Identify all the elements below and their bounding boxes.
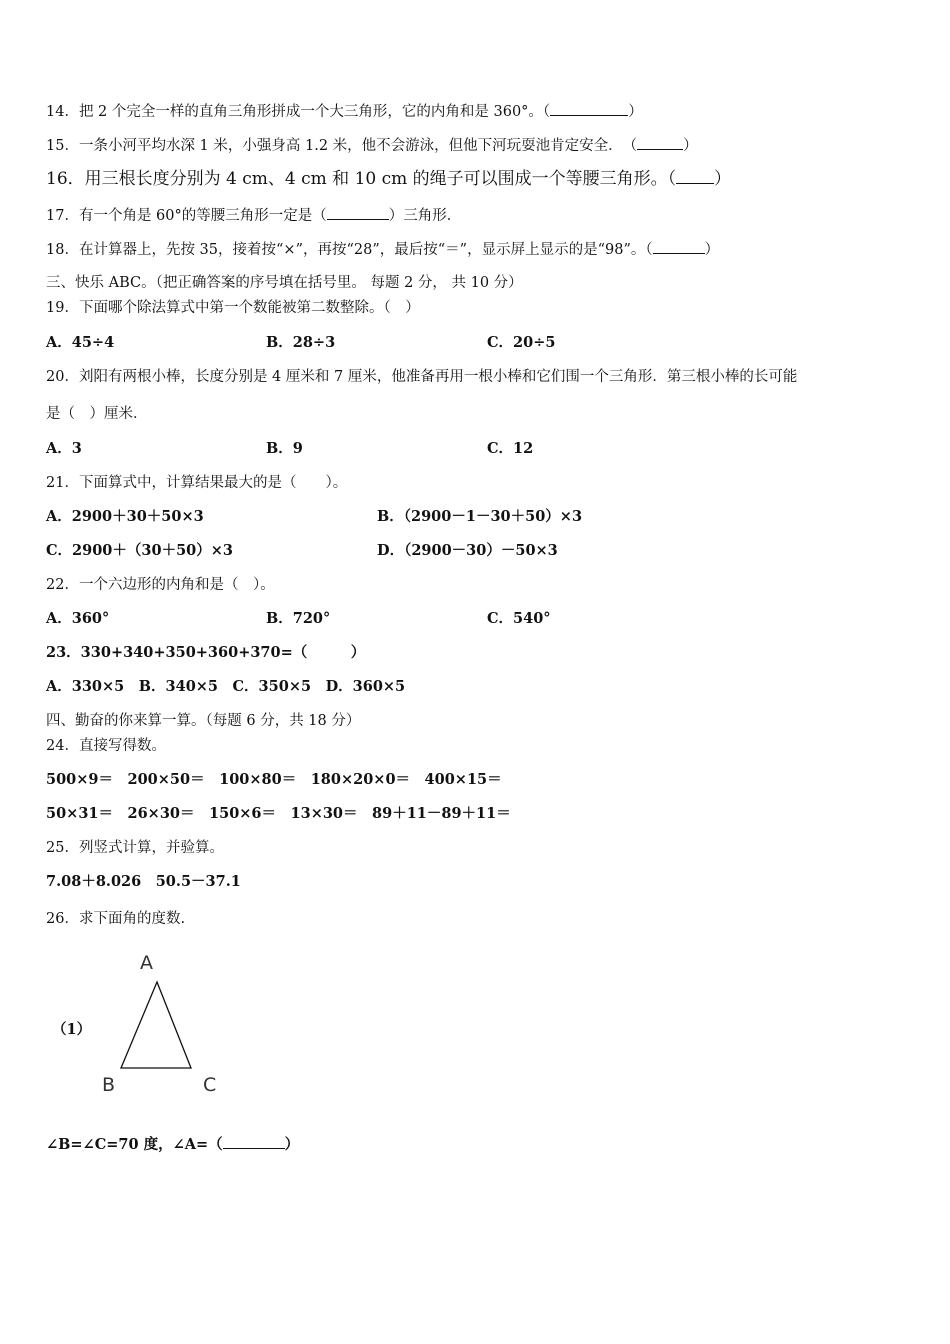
q25-row: 7.08＋8.026 50.5－37.1 bbox=[46, 873, 241, 890]
question-20-line-2: 是（ ）厘米． bbox=[46, 406, 148, 422]
q19-option-b[interactable]: B．28÷3 bbox=[266, 334, 336, 351]
q21-option-d[interactable]: D．（2900－30）－50×3 bbox=[377, 542, 558, 559]
q19-option-c[interactable]: C．20÷5 bbox=[487, 334, 556, 351]
vertex-b-label: B bbox=[102, 1074, 116, 1096]
q22-option-b[interactable]: B．720° bbox=[266, 610, 331, 627]
q20-option-c[interactable]: C．12 bbox=[487, 440, 534, 457]
q20-option-a[interactable]: A．3 bbox=[46, 440, 82, 457]
vertex-c-label: C bbox=[203, 1074, 217, 1096]
q24-row-1: 500×9＝ 200×50＝ 100×80＝ 180×20×0＝ 400×15＝ bbox=[46, 771, 502, 788]
answer-blank[interactable] bbox=[676, 169, 714, 184]
q21-option-c[interactable]: C．2900＋（30＋50）×3 bbox=[46, 542, 233, 559]
question-22: 22．一个六边形的内角和是（ ）。 bbox=[46, 577, 275, 593]
answer-blank[interactable] bbox=[550, 101, 628, 116]
q20-option-b[interactable]: B．9 bbox=[266, 440, 303, 457]
q21-option-a[interactable]: A．2900＋30＋50×3 bbox=[46, 508, 204, 525]
q26-part-label: （1） bbox=[52, 1021, 92, 1038]
q22-option-a[interactable]: A．360° bbox=[46, 610, 110, 627]
question-17: 17．有一个角是 60°的等腰三角形一定是（ ）三角形． bbox=[46, 205, 461, 226]
question-24: 24．直接写得数。 bbox=[46, 738, 166, 754]
section-4-heading: 四、勤奋的你来算一算。（每题 6 分，共 18 分） bbox=[46, 713, 361, 729]
triangle-figure bbox=[96, 945, 226, 1105]
question-15: 15．一条小河平均水深 1 米，小强身高 1.2 米，他不会游泳，但他下河玩耍池肯定安全． （ ） bbox=[46, 135, 698, 156]
q22-option-c[interactable]: C．540° bbox=[487, 610, 551, 627]
q19-option-a[interactable]: A．45÷4 bbox=[46, 334, 115, 351]
question-19: 19．下面哪个除法算式中第一个数能被第二数整除。（ ） bbox=[46, 300, 420, 316]
vertex-a-label: A bbox=[140, 952, 153, 974]
question-25: 25．列竖式计算，并验算。 bbox=[46, 840, 224, 856]
q24-row-2: 50×31＝ 26×30＝ 150×6＝ 13×30＝ 89＋11－89＋11＝ bbox=[46, 805, 511, 822]
question-26: 26．求下面角的度数. bbox=[46, 911, 186, 927]
answer-blank[interactable] bbox=[327, 205, 389, 220]
answer-blank[interactable] bbox=[223, 1134, 285, 1149]
q21-option-b[interactable]: B．（2900－1－30＋50）×3 bbox=[377, 508, 583, 525]
triangle-shape bbox=[121, 982, 191, 1068]
section-3-heading: 三、快乐 ABC。（把正确答案的序号填在括号里。 每题 2 分， 共 10 分） bbox=[46, 275, 523, 291]
question-18: 18．在计算器上，先按 35，接着按“×”，再按“28”，最后按“＝”，显示屏上显示的是“98”。（ ） bbox=[46, 239, 719, 260]
question-20-line-1: 20．刘阳有两根小棒，长度分别是 4 厘米和 7 厘米，他准备再用一根小棒和它们围一个三角形．第三根小棒的长可能 bbox=[46, 369, 798, 385]
question-14: 14．把 2 个完全一样的直角三角形拼成一个大三角形，它的内角和是 360°。（ ） bbox=[46, 101, 643, 122]
answer-blank[interactable] bbox=[653, 239, 705, 254]
answer-blank[interactable] bbox=[637, 135, 683, 150]
question-23: 23．330+340+350+360+370=（ ） bbox=[46, 644, 366, 661]
q26-answer-line: ∠B=∠C=70 度，∠A=（ ） bbox=[46, 1136, 300, 1153]
question-16: 16．用三根长度分别为 4 cm、4 cm 和 10 cm 的绳子可以围成一个等腰三角形。（ ） bbox=[46, 169, 732, 189]
question-21: 21．下面算式中，计算结果最大的是（ ）。 bbox=[46, 475, 348, 491]
q23-options[interactable]: A．330×5 B．340×5 C．350×5 D．360×5 bbox=[46, 678, 406, 695]
